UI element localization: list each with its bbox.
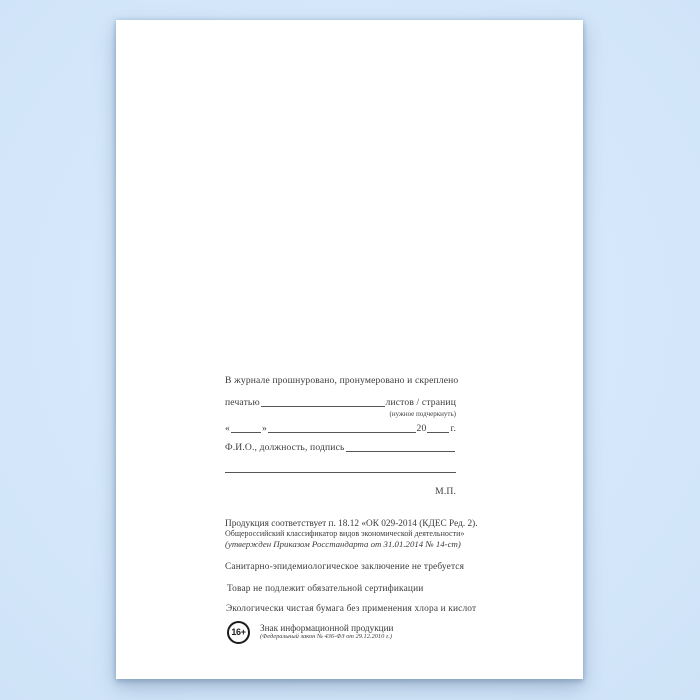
- compliance-line-2: Общероссийский классификатор видов экономической деятельности»: [225, 529, 465, 538]
- seal-mark: М.П.: [435, 486, 456, 497]
- quote-close: »: [261, 423, 267, 434]
- compliance-line-1: Продукция соответствует п. 18.12 «ОК 029-2014 (КДЕС Ред. 2).: [225, 519, 478, 529]
- blank-year: [427, 429, 449, 433]
- seal-word: печатью: [225, 397, 260, 408]
- quote-open: «: [225, 423, 230, 434]
- date-row: [225, 423, 456, 434]
- signature-row: [225, 442, 456, 453]
- info-sign-text: [260, 624, 393, 641]
- sheets-pages-label: листов / страниц: [385, 397, 456, 408]
- year-prefix: 20: [416, 423, 427, 434]
- info-sign-title: Знак информационной продукции: [260, 623, 394, 633]
- compliance-line-3: (утвержден Приказом Росстандарта от 31.01.2014 № 14-ст): [225, 539, 461, 549]
- info-product-row: [225, 621, 458, 644]
- compliance-block: [225, 519, 478, 549]
- underline-note: (нужное подчеркнуть): [389, 410, 456, 418]
- blank-line: [261, 403, 385, 407]
- info-sign-law: (Федеральный закон № 436-ФЗ от 29.12.2010 г.): [260, 633, 393, 640]
- document-page: [116, 20, 583, 679]
- sealing-statement: В журнале прошнуровано, пронумеровано и скреплено: [225, 375, 459, 386]
- signature-rule: [225, 470, 456, 473]
- blank-signature: [346, 448, 455, 452]
- note-certification: Товар не подлежит обязательной сертификации: [227, 584, 424, 594]
- note-sanitary: Санитарно-эпидемиологическое заключение не требуется: [225, 562, 465, 572]
- blank-month: [268, 429, 416, 433]
- age-rating-16plus-icon: 16+: [227, 621, 250, 644]
- page-content: [225, 20, 478, 679]
- blank-line-full: [225, 469, 456, 473]
- blank-day: [231, 429, 261, 433]
- signature-label: Ф.И.О., должность, подпись: [225, 442, 345, 453]
- year-suffix: г.: [450, 423, 456, 434]
- seal-sheets-row: [225, 397, 456, 408]
- note-eco-paper: Экологически чистая бумага без применения хлора и кислот: [226, 604, 477, 614]
